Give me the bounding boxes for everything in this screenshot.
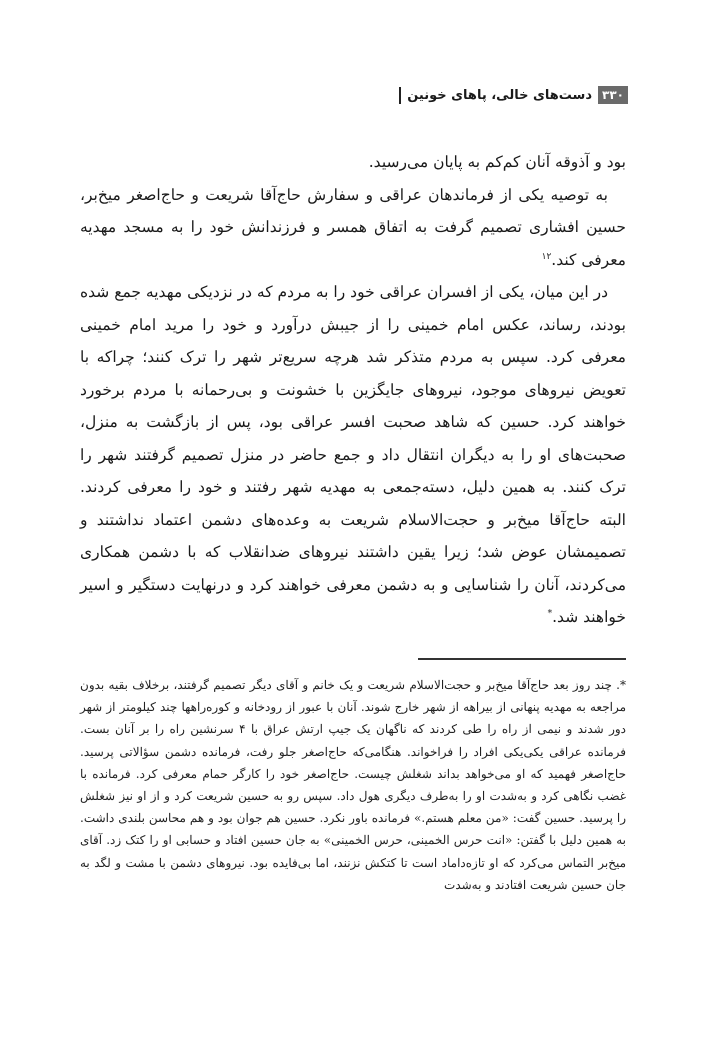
footnote-marker: * bbox=[547, 608, 553, 619]
endnote-marker: ۱۲ bbox=[541, 251, 552, 262]
paragraph bbox=[80, 276, 626, 634]
paragraph bbox=[80, 179, 626, 277]
footnote-divider bbox=[418, 658, 626, 660]
footnote-text: *. چند روز بعد حاج‌آقا میخ‌بر و حجت‌الاسلام شریعت و یک خانم و آقای دیگر تصمیم گرفتند، برخلاف بقیه بدون مراجعه به مهدیه پنهانی از بیراهه از شهر خارج شوند. آنان با عبور از رودخانه و کوره‌راهها چند کیلومتر از شهر دور شدند و نیمی از راه را طی کردند که ناگهان یک جیپ ارتش عراق با ۴ سرنشین راه را بر آنان بست. فرمانده عراقی یکی‌یکی افراد را فراخواند. هنگامی‌که حاج‌اصغر جلو رفت، فرمانده دشمن سؤالاتی پرسید. حاج‌اصغر فهمید که او می‌خواهد بداند شغلش چیست. حاج‌اصغر خود را کارگر حمام معرفی کرد. فرمانده با غضب نگاهی کرد و به‌شدت او را به‌طرف دیگری هول داد. سپس رو به حسین شریعت کرد و از او نیز شغلش را پرسید. حسین گفت: «من معلم هستم.» فرمانده باور نکرد. حسین هم جوان بود و هم محاسن بلندی داشت. به همین دلیل با گفتن: «انت حرس الخمینی، حرس الخمینی» به جان حسین افتاد و حسابی او را کتک زد. آقای میخ‌بر التماس می‌کرد که او تازه‌داماد است تا کتکش نزنند، اما بی‌فایده بود. نیروهای دشمن با مشت و لگد به جان حسین شریعت افتادند و به‌شدت bbox=[80, 678, 626, 892]
paragraph-text: در این میان، یکی از افسران عراقی خود را به مردم که در نزدیکی مهدیه جمع شده بودند، رساند، عکس امام خمینی را از جیبش درآورد و خود را مرید امام خمینی معرفی کرد. سپس به مردم متذکر شد هرچه سریع‌تر شهر را ترک کنند؛ چراکه با تعویض نیروهای موجود، نیروهای جایگزین با خشونت و بی‌رحمانه با مردم برخورد خواهند کرد. حسین که شاهد صحبت افسر عراقی بود، پس از بازگشت به منزل، صحبت‌های او را به دیگران انتقال داد و جمع حاضر در منزل تصمیم گرفتند شهر را ترک کنند. به همین دلیل، دسته‌جمعی به مهدیه شهر رفتند و خود را معرفی کردند. البته حاج‌آقا میخ‌بر و حجت‌الاسلام شریعت به وعده‌های دشمن اعتماد نداشتند و تصمیمشان عوض شد؛ زیرا یقین داشتند نیروهای ضدانقلاب که با دشمن همکاری می‌کردند، آنان را شناسایی و به دشمن معرفی خواهند کرد و درنهایت دستگیر و اسیر خواهند شد. bbox=[80, 283, 626, 626]
header-divider bbox=[399, 87, 401, 104]
running-header bbox=[399, 86, 628, 104]
book-title: دست‌های خالی، پاهای خونین bbox=[407, 87, 593, 103]
paragraph-text: به توصیه یکی از فرماندهان عراقی و سفارش حاج‌آقا شریعت و حاج‌اصغر میخ‌بر، حسین افشاری تصمیم گرفت به اتفاق همسر و فرزندانش خود را به مسجد مهدیه معرفی کند. bbox=[80, 185, 626, 269]
main-text bbox=[80, 146, 626, 634]
page-number: ۳۳۰ bbox=[598, 86, 628, 104]
paragraph: بود و آذوقه آنان کم‌کم به پایان می‌رسید. bbox=[368, 153, 626, 171]
footnote bbox=[80, 674, 626, 896]
